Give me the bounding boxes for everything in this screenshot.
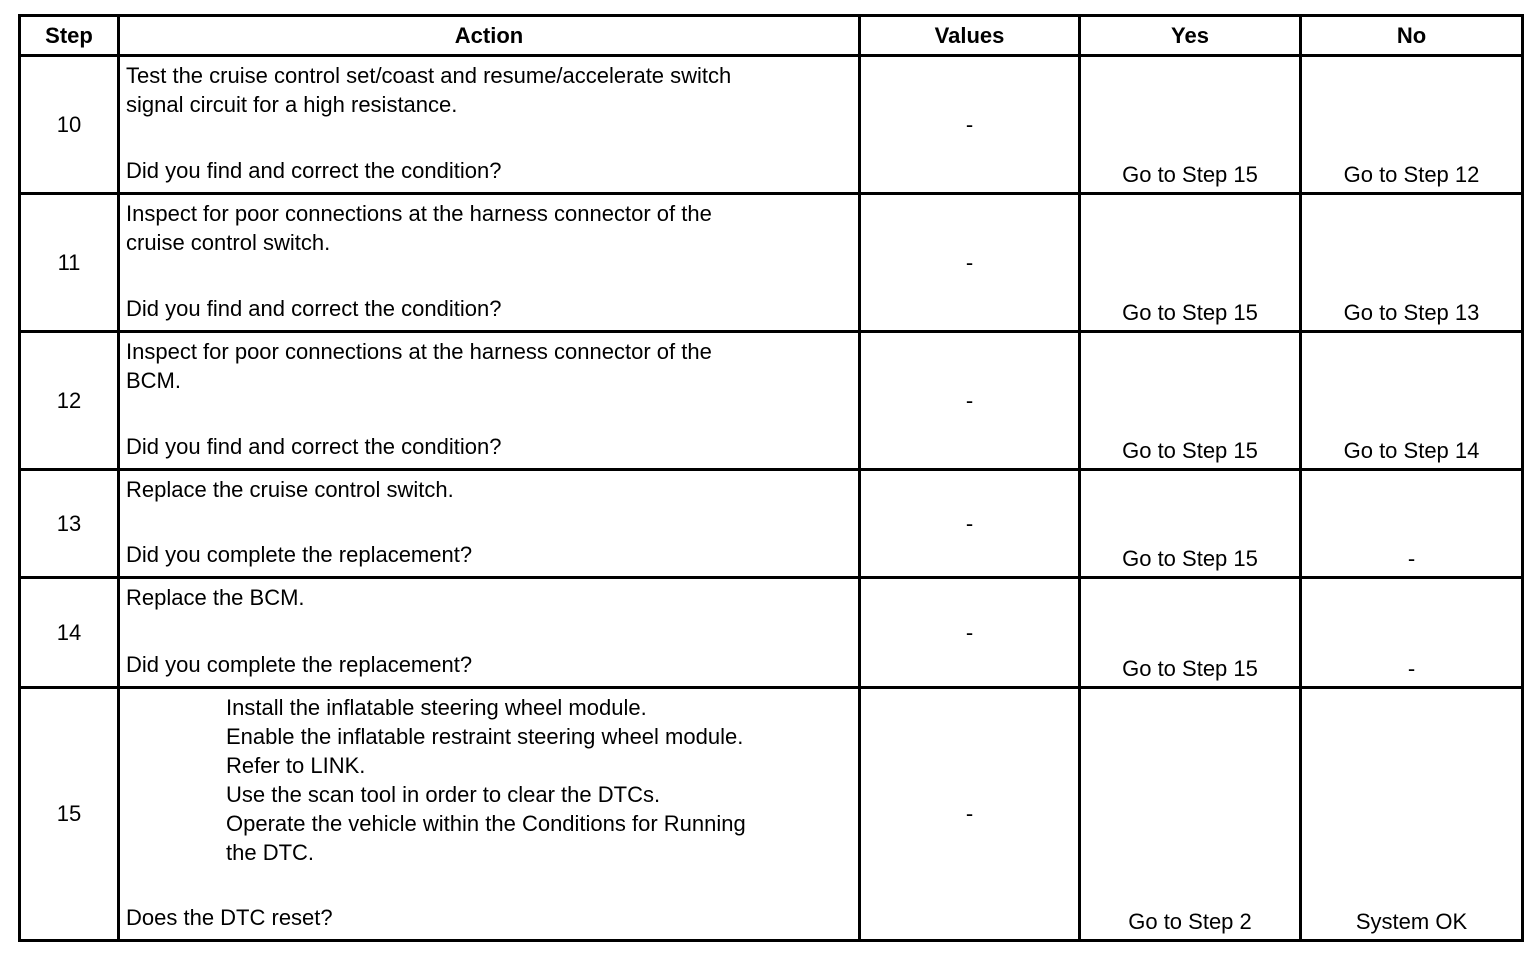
action-line: Test the cruise control set/coast and resume/accelerate switch bbox=[126, 63, 732, 88]
step-number: 11 bbox=[20, 194, 119, 332]
action-line: Inspect for poor connections at the harness connector of the bbox=[126, 201, 712, 226]
header-action: Action bbox=[119, 16, 860, 56]
action-cell bbox=[119, 332, 860, 470]
yes-cell: Go to Step 15 bbox=[1080, 470, 1301, 578]
action-line: Install the inflatable steering wheel module. bbox=[226, 695, 647, 720]
step-number: 13 bbox=[20, 470, 119, 578]
no-cell: Go to Step 13 bbox=[1301, 194, 1523, 332]
action-question: Did you find and correct the condition? bbox=[126, 158, 502, 183]
yes-cell: Go to Step 15 bbox=[1080, 578, 1301, 688]
action-question: Did you complete the replacement? bbox=[126, 542, 473, 567]
yes-cell: Go to Step 15 bbox=[1080, 194, 1301, 332]
diagnostic-table bbox=[18, 14, 1524, 942]
header-step: Step bbox=[20, 16, 119, 56]
action-question: Did you find and correct the condition? bbox=[126, 434, 502, 459]
no-cell: - bbox=[1301, 470, 1523, 578]
table-row bbox=[20, 56, 1523, 194]
step-number: 15 bbox=[20, 688, 119, 941]
action-line: Operate the vehicle within the Conditions for Running bbox=[226, 811, 746, 836]
values-cell: - bbox=[860, 194, 1080, 332]
no-cell: Go to Step 12 bbox=[1301, 56, 1523, 194]
table-row bbox=[20, 688, 1523, 941]
yes-cell: Go to Step 2 bbox=[1080, 688, 1301, 941]
action-line: Use the scan tool in order to clear the DTCs. bbox=[226, 782, 661, 807]
action-question: Did you find and correct the condition? bbox=[126, 296, 502, 321]
header-row bbox=[20, 16, 1523, 56]
values-cell: - bbox=[860, 578, 1080, 688]
action-line: Replace the BCM. bbox=[126, 585, 305, 610]
step-number: 10 bbox=[20, 56, 119, 194]
no-cell: - bbox=[1301, 578, 1523, 688]
table-row bbox=[20, 332, 1523, 470]
action-cell bbox=[119, 194, 860, 332]
step-number: 14 bbox=[20, 578, 119, 688]
table-row bbox=[20, 578, 1523, 688]
header-values: Values bbox=[860, 16, 1080, 56]
values-cell: - bbox=[860, 332, 1080, 470]
action-cell bbox=[119, 56, 860, 194]
header-no: No bbox=[1301, 16, 1523, 56]
values-cell: - bbox=[860, 688, 1080, 941]
values-cell: - bbox=[860, 56, 1080, 194]
yes-cell: Go to Step 15 bbox=[1080, 332, 1301, 470]
action-line: Enable the inflatable restraint steering wheel module. bbox=[226, 724, 744, 749]
action-line: Inspect for poor connections at the harness connector of the bbox=[126, 339, 712, 364]
action-line: cruise control switch. bbox=[126, 230, 331, 255]
header-yes: Yes bbox=[1080, 16, 1301, 56]
no-cell: Go to Step 14 bbox=[1301, 332, 1523, 470]
action-line: BCM. bbox=[126, 368, 181, 393]
values-cell: - bbox=[860, 470, 1080, 578]
action-question: Does the DTC reset? bbox=[126, 905, 333, 930]
action-cell bbox=[119, 470, 860, 578]
step-number: 12 bbox=[20, 332, 119, 470]
table-row bbox=[20, 470, 1523, 578]
action-line: signal circuit for a high resistance. bbox=[126, 92, 458, 117]
action-cell bbox=[119, 578, 860, 688]
action-cell bbox=[119, 688, 860, 941]
table-row bbox=[20, 194, 1523, 332]
action-question: Did you complete the replacement? bbox=[126, 652, 473, 677]
action-line: Refer to LINK. bbox=[226, 753, 366, 778]
action-line: the DTC. bbox=[226, 840, 315, 865]
action-line: Replace the cruise control switch. bbox=[126, 477, 454, 502]
no-cell: System OK bbox=[1301, 688, 1523, 941]
yes-cell: Go to Step 15 bbox=[1080, 56, 1301, 194]
